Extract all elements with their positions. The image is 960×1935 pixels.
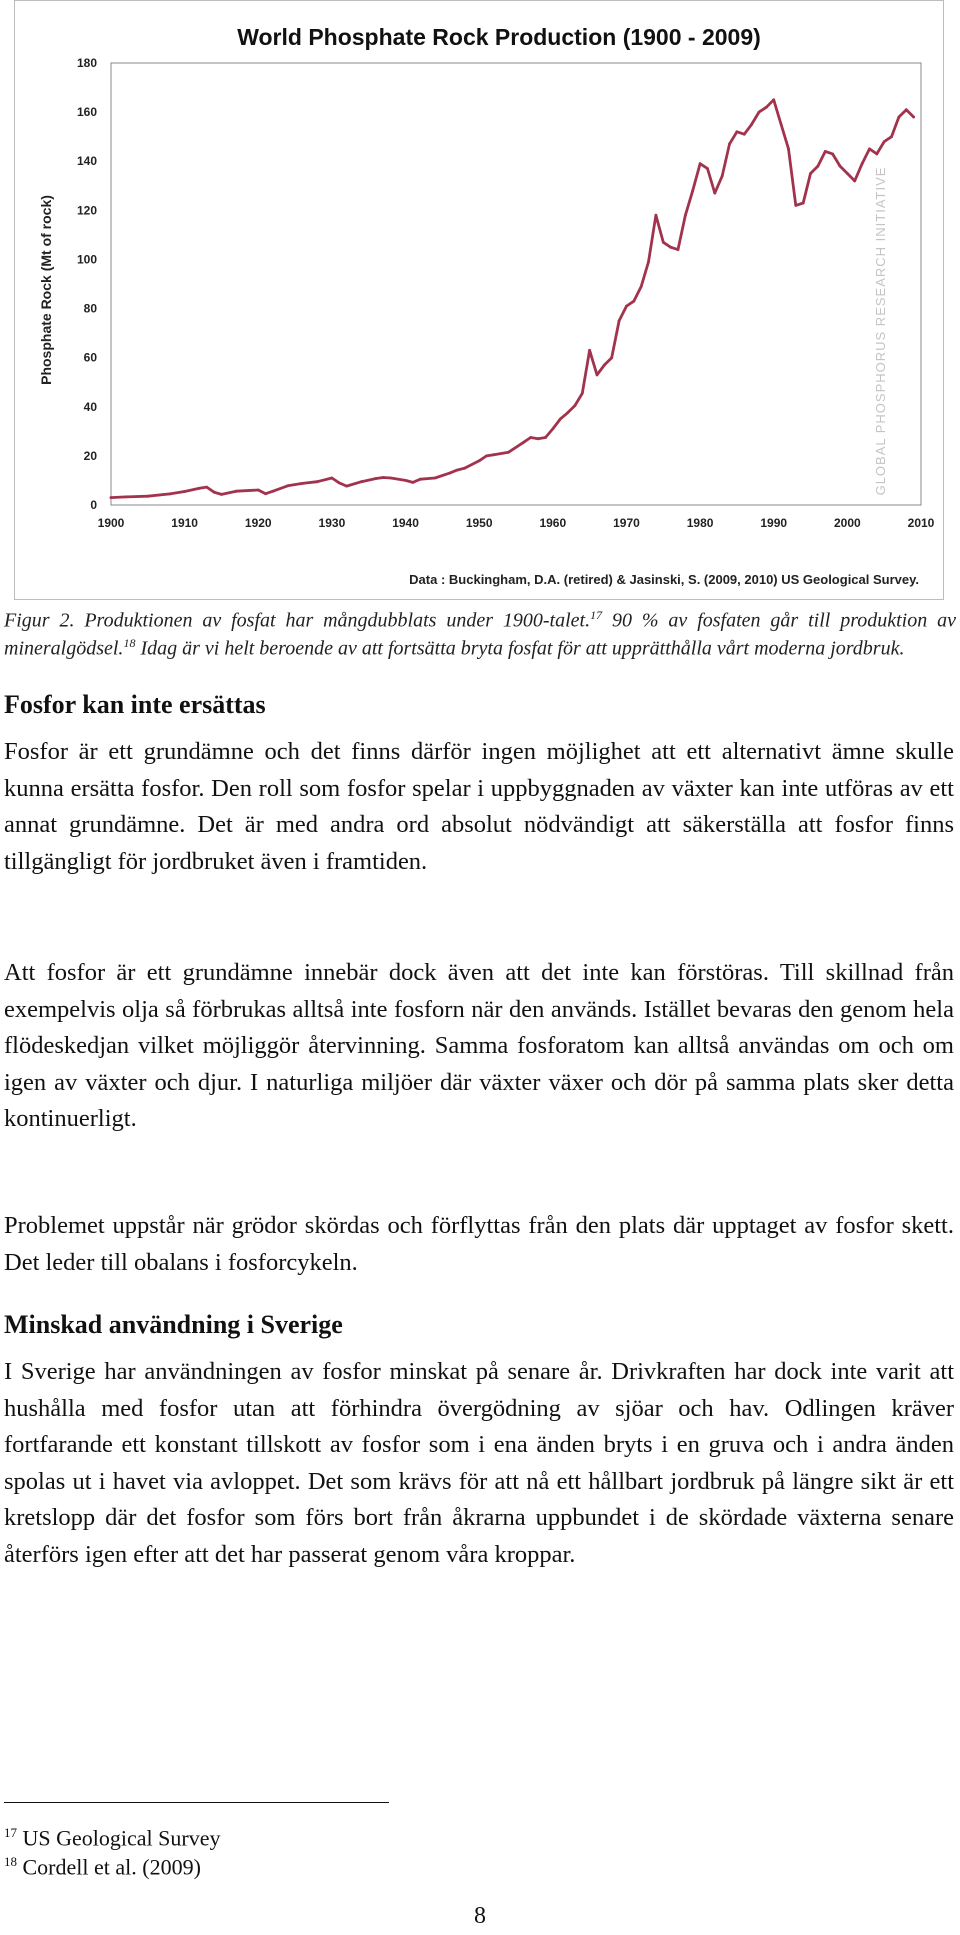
data-point [205, 486, 208, 489]
data-point [124, 496, 127, 499]
phosphate-production-chart [15, 1, 943, 599]
data-point [831, 153, 834, 156]
data-point [684, 214, 687, 217]
data-point [758, 111, 761, 114]
data-point [272, 490, 275, 493]
data-point [316, 480, 319, 483]
data-point [235, 490, 238, 493]
data-point [802, 202, 805, 205]
x-tick-label: 1950 [465, 516, 493, 530]
data-point [794, 204, 797, 207]
data-point [345, 485, 348, 488]
plot-frame [111, 63, 921, 505]
chart-source: Data : Buckingham, D.A. (retired) & Jasinski, S. (2009, 2010) US Geological Survey. [409, 572, 919, 587]
data-point [839, 165, 842, 168]
data-point [375, 477, 378, 480]
data-point [544, 436, 547, 439]
data-point [647, 261, 650, 264]
data-point [581, 392, 584, 395]
data-point [574, 404, 577, 407]
data-point [286, 484, 289, 487]
data-point [898, 116, 901, 119]
x-tick-label: 1920 [244, 516, 272, 530]
data-point [485, 455, 488, 458]
data-point [529, 436, 532, 439]
data-point [220, 493, 223, 496]
x-tick-label: 1970 [613, 516, 640, 530]
data-point [875, 153, 878, 156]
data-point [198, 487, 201, 490]
section-heading-sverige: Minskad användning i Sverige [4, 1310, 343, 1339]
page-number: 8 [474, 1903, 486, 1929]
data-point [360, 480, 363, 483]
x-axis-ticks [98, 516, 935, 530]
data-point [861, 162, 864, 165]
y-tick-label: 0 [90, 498, 97, 512]
data-point [868, 148, 871, 151]
y-tick-label: 160 [76, 105, 97, 120]
footnote-text: Cordell et al. (2009) [22, 1854, 201, 1880]
paragraph: Att fosfor är ett grundämne innebär dock även att det inte kan förstöras. Till skillnad från exempelvis olja så förbrukas alltså inte fosforn när den används. Istället bevaras den genom hela flödeskedjan vilket möjliggör återvinning. Samma fosforatom kan alltså användas om och om igen av växter och djur. I naturliga miljöer där växter växer och dör på samma plats sker detta kontinuerligt. [4, 959, 954, 1132]
data-point [434, 477, 437, 480]
data-point [905, 108, 908, 111]
section-heading-fosfor: Fosfor kan inte ersättas [4, 690, 266, 719]
y-axis-ticks [77, 56, 97, 512]
data-point [662, 241, 665, 244]
data-point [603, 364, 606, 367]
footnote-text: US Geological Survey [22, 1825, 221, 1851]
x-tick-label: 2010 [907, 516, 935, 530]
data-point [522, 441, 525, 444]
caption-footnote-ref-17: 17 [590, 608, 603, 622]
caption-text-1: Figur 2. Produktionen av fosfat har mångdubblats under 1900-talet. [4, 609, 591, 632]
data-point [559, 418, 562, 421]
data-point [736, 130, 739, 133]
data-point [566, 412, 569, 415]
data-point [772, 98, 775, 101]
data-point [780, 123, 783, 126]
data-point [389, 477, 392, 480]
data-point [610, 356, 613, 359]
data-point [493, 453, 496, 456]
x-tick-label: 1910 [171, 516, 198, 530]
paragraph: Fosfor är ett grundämne och det finns därför ingen möjlighet att ett alternativt ämne skulle kunna ersätta fosfor. Den roll som fosfor spelar i uppbyggnaden av växter kan inte utföras av ett annat grundämne. Det är med andra ord absolut nödvändigt att säkerställa att fosfor finns tillgängligt för jordbruket även i framtiden. [4, 738, 954, 875]
paragraph: Problemet uppstår när grödor skördas och förflyttas från den plats där upptaget av fosfor skett. Det leder till obalans i fosforcykeln. [4, 1212, 954, 1276]
data-point [912, 116, 915, 119]
caption-footnote-ref-18: 18 [123, 635, 136, 650]
footnote-number: 18 [4, 1854, 17, 1869]
y-tick-label: 20 [83, 448, 97, 463]
x-tick-label: 1900 [97, 516, 125, 530]
data-point [257, 489, 260, 492]
data-point [632, 300, 635, 303]
y-tick-label: 180 [76, 56, 97, 70]
y-tick-label: 40 [83, 399, 97, 414]
data-point [448, 472, 451, 475]
data-point [331, 477, 334, 480]
data-point [699, 162, 702, 165]
x-tick-label: 2000 [834, 516, 861, 530]
data-point [404, 479, 407, 482]
data-point [456, 469, 459, 472]
data-point [743, 133, 746, 136]
data-point [183, 490, 186, 493]
paragraph: I Sverige har användningen av fosfor minskat på senare år. Drivkraften har dock inte varit att hushålla med fosfor utan att förhindra övergödning av sjöar och hav. Odlingen kräver fortfarande ett konstant tillskott av fosfor som i ena änden bryts i en gruva och i andra änden spolas ut i havet via avloppet. Det som krävs för att nå ett hållbart jordbruk på längre sikt är ett kretslopp där det fosfor som förs bort från åkrarna uppbundet i de skördade växterna senare återförs igen efter att det har passerat genom våra kroppar. [4, 1358, 954, 1568]
data-point [463, 467, 466, 470]
data-point [713, 192, 716, 195]
data-point [817, 165, 820, 168]
x-tick-label: 1940 [392, 516, 419, 530]
data-point [301, 482, 304, 485]
data-point [551, 428, 554, 431]
data-point [169, 493, 172, 496]
data-point [706, 167, 709, 170]
data-point [338, 482, 341, 485]
chart-title: World Phosphate Rock Production (1900 - 2009) [237, 24, 761, 50]
data-point [824, 150, 827, 153]
data-point [596, 374, 599, 377]
y-tick-label: 80 [83, 301, 97, 316]
data-point [588, 349, 591, 352]
data-point [537, 437, 540, 440]
data-point [853, 180, 856, 183]
data-point [618, 319, 621, 322]
y-axis-label: Phosphate Rock (Mt of rock) [38, 195, 54, 385]
x-tick-label: 1980 [686, 516, 714, 530]
y-tick-label: 60 [83, 350, 97, 365]
x-tick-label: 1930 [318, 516, 346, 530]
data-point [846, 172, 849, 175]
caption-text-3: Idag är vi helt beroende av att fortsätta bryta fosfat för att upprätthålla vårt moderna jordbruk. [135, 637, 905, 660]
data-point [625, 305, 628, 308]
data-point [669, 246, 672, 249]
y-tick-label: 120 [76, 203, 97, 218]
data-point [110, 496, 113, 499]
footnote-number: 17 [4, 1825, 17, 1840]
data-point [765, 106, 768, 109]
data-point [213, 491, 216, 494]
watermark-text: GLOBAL PHOSPHORUS RESEARCH INITIATIVE [873, 166, 888, 496]
data-point [507, 451, 510, 454]
data-point [728, 143, 731, 146]
data-point [655, 214, 658, 217]
x-tick-label: 1990 [760, 516, 788, 530]
data-point [264, 492, 267, 495]
footnote-divider [4, 1802, 389, 1803]
figure-caption [4, 604, 956, 659]
footnote-18 [4, 1848, 201, 1881]
data-point [691, 189, 694, 192]
data-point [478, 459, 481, 462]
caption-text-2: 90 % av fosfaten går till produktion av mineralgödsel. [4, 609, 956, 660]
data-point [412, 481, 415, 484]
data-point [721, 175, 724, 178]
data-point [883, 140, 886, 143]
data-point [382, 476, 385, 479]
y-tick-label: 140 [76, 154, 97, 169]
data-point [750, 123, 753, 126]
y-tick-label: 100 [76, 252, 97, 267]
data-point [677, 248, 680, 251]
data-point [890, 135, 893, 138]
data-point [640, 285, 643, 288]
data-point [809, 172, 812, 175]
x-tick-label: 1960 [539, 516, 567, 530]
chart-figure [14, 0, 944, 600]
data-point [419, 478, 422, 481]
data-point [787, 148, 790, 151]
data-point [146, 495, 149, 498]
